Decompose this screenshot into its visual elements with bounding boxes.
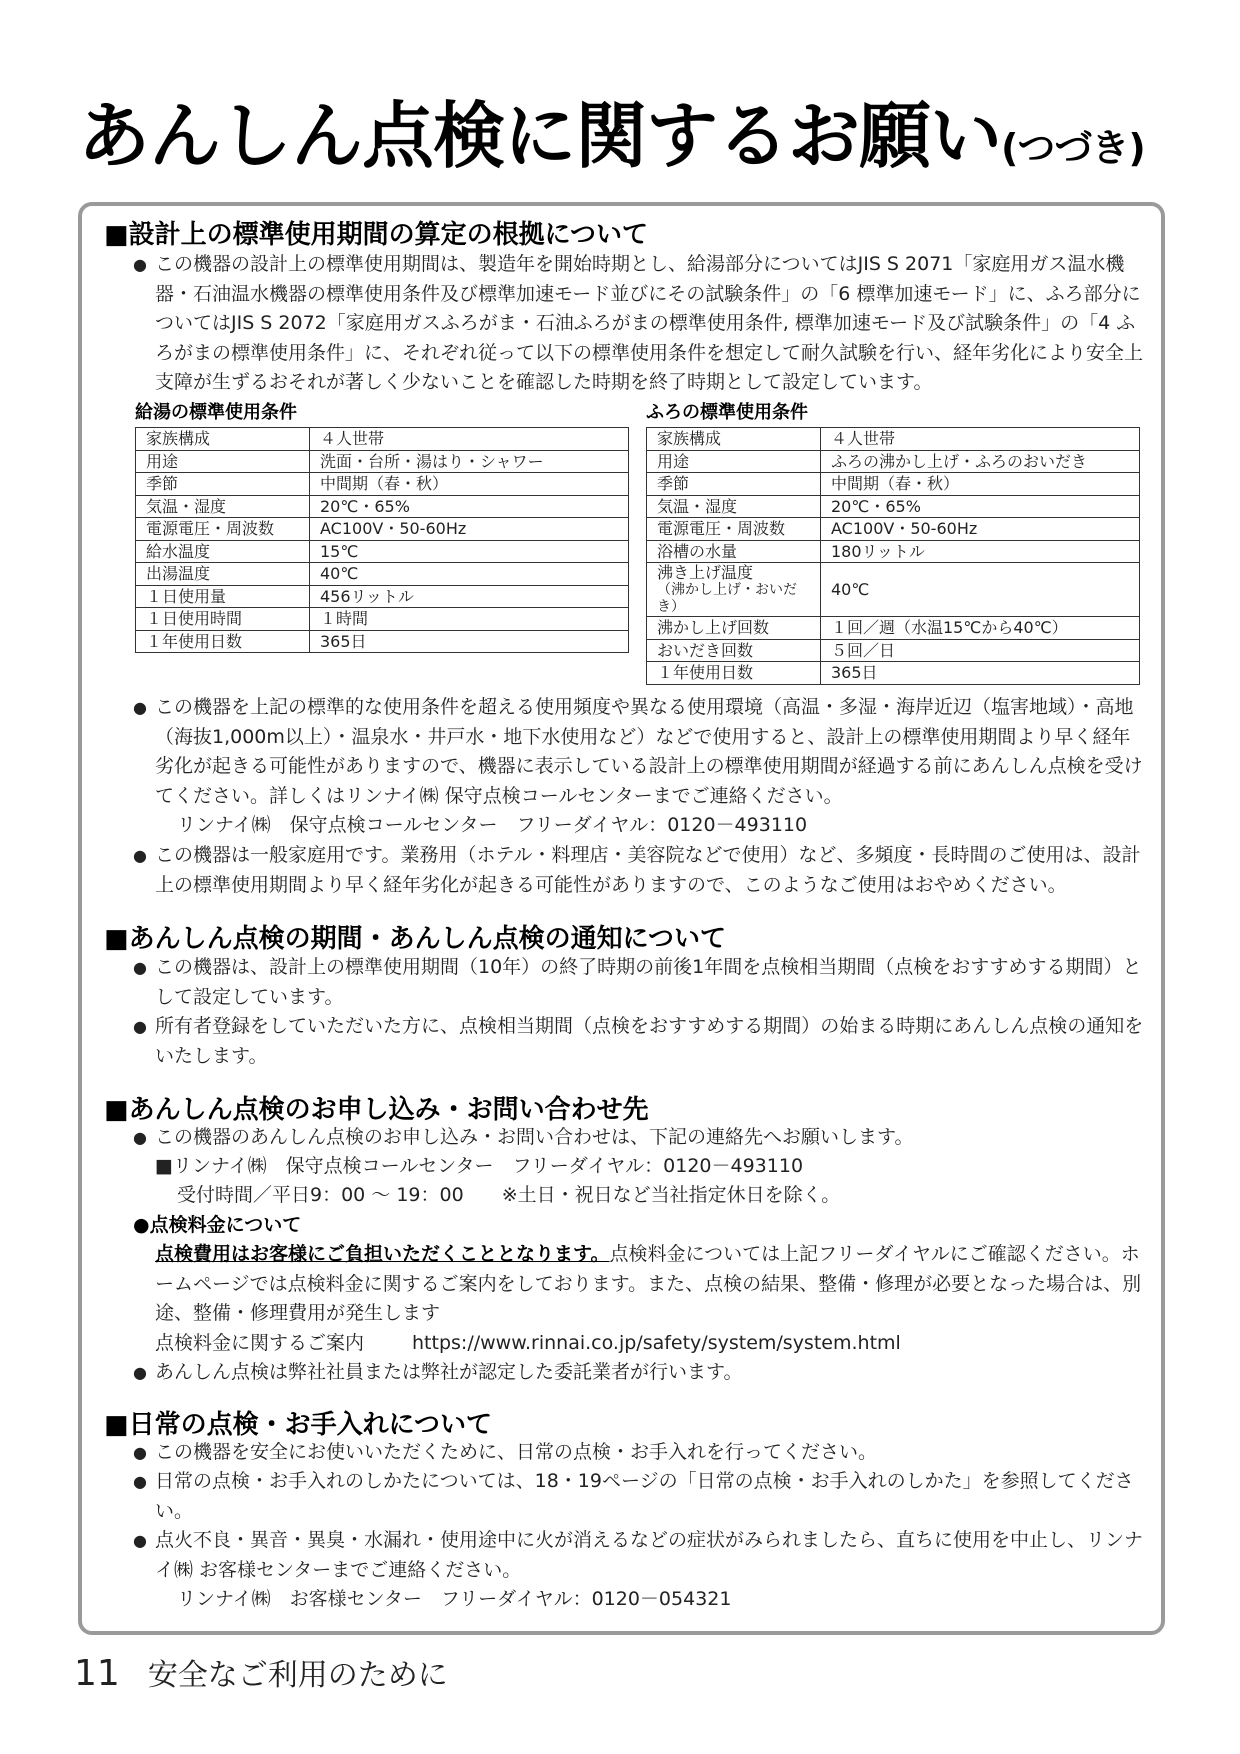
table-cell-value: １回／週（水温15℃から40℃） [821, 617, 1140, 640]
table-cell-value: 中間期（春・秋） [310, 473, 629, 496]
sec3-fee-link-line [155, 1329, 901, 1359]
sec3-bullet-contractor: ● あんしん点検は弊社社員または弊社が認定した委託業者が行います。 [133, 1358, 1145, 1388]
sec3-contact-line: ■リンナイ㈱ 保守点検コールセンター フリーダイヤル：0120－493110 [155, 1155, 804, 1177]
table-cell-value: 180リットル [821, 540, 1140, 563]
table-cell-value: 365日 [310, 630, 629, 653]
sec3-bullet-apply: ● この機器のあんしん点検のお申し込み・お問い合わせは、下記の連絡先へお願いします。 [133, 1123, 1145, 1153]
table-row [647, 473, 1140, 496]
label-text: 沸かし上げ回数 [657, 618, 770, 638]
table-cell-value: ５回／日 [821, 639, 1140, 662]
table-cell-value: １時間 [310, 608, 629, 631]
sec1-bullet-household-use: ● この機器は一般家庭用です。業務用（ホテル・料理店・美容院などで使用）など、多頻度・長時間のご使用は、設計上の標準使用期間より早く経年劣化が起きる可能性がありますので、このようなご使用はおやめください。 [133, 841, 1145, 900]
table-row [647, 450, 1140, 473]
table-row [647, 518, 1140, 541]
fee-link-label: 点検料金に関するご案内 [155, 1332, 365, 1354]
table-cell-label [136, 450, 310, 473]
table-row [136, 473, 629, 496]
label-text: 季節 [146, 474, 179, 494]
table-cell-value: AC100V・50-60Hz [310, 518, 629, 541]
table-row [647, 662, 1140, 685]
table-row [136, 540, 629, 563]
section-heading-standard-period: ■設計上の標準使用期間の算定の根拠について [104, 220, 649, 250]
section-heading-daily-care: ■日常の点検・お手入れについて [104, 1410, 493, 1440]
table-cell-label [647, 428, 821, 451]
label-text: 家族構成 [146, 429, 211, 449]
table-cell-label [647, 563, 821, 617]
table-row [647, 563, 1140, 617]
footer-section-label: 安全なご利用のために [147, 1658, 448, 1693]
sec4-bullet-symptoms: ● 点火不良・異音・異臭・水漏れ・使用途中に火が消えるなどの症状がみられましたら、直ちに使用を中止し、リンナイ㈱ お客様センターまでご連絡ください。 [133, 1526, 1145, 1585]
sec1-contact-line: リンナイ㈱ 保守点検コールセンター フリーダイヤル：0120－493110 [177, 814, 808, 836]
section-heading-contact: ■あんしん点検のお申し込み・お問い合わせ先 [104, 1095, 649, 1125]
table-row [136, 428, 629, 451]
table-row [136, 585, 629, 608]
label-text: １日使用量 [146, 586, 227, 606]
page-number: 11 [74, 1653, 120, 1694]
sec2-bullet-notification: ● 所有者登録をしていただいた方に、点検相当期間（点検をおすすめする期間）の始まる時期にあんしん点検の通知をいたします。 [133, 1012, 1145, 1071]
table-cell-value: 15℃ [310, 540, 629, 563]
table-row [136, 495, 629, 518]
table-cell-label [136, 585, 310, 608]
label-text: １年使用日数 [657, 663, 754, 683]
table-cell-label [136, 428, 310, 451]
table-cell-label [647, 473, 821, 496]
label-text: 気温・湿度 [146, 496, 227, 516]
table-cell-label [136, 540, 310, 563]
table-cell-label [647, 617, 821, 640]
table-caption-bath: ふろの標準使用条件 [646, 402, 808, 423]
table-cell-label [136, 608, 310, 631]
label-text: 出湯温度 [146, 564, 211, 584]
table-cell-label [136, 563, 310, 586]
table-cell-label [647, 540, 821, 563]
table-cell-value: AC100V・50-60Hz [821, 518, 1140, 541]
table-row [647, 639, 1140, 662]
label-text: 家族構成 [657, 429, 722, 449]
section-heading-inspection-period: ■あんしん点検の期間・あんしん点検の通知について [104, 924, 727, 954]
table-cell-value: ４人世帯 [821, 428, 1140, 451]
label-text: 用途 [657, 451, 690, 471]
page-title-suffix: (つづき) [1001, 126, 1145, 170]
label-text: 沸き上げ温度 [657, 563, 754, 582]
label-text: １年使用日数 [146, 631, 243, 651]
sec2-bullet-period: ● この機器は、設計上の標準使用期間（10年）の終了時期の前後1年間を点検相当期間（点検をおすすめする期間）として設定しています。 [133, 953, 1145, 1012]
table-cell-value: 中間期（春・秋） [821, 473, 1140, 496]
label-text: 用途 [146, 451, 179, 471]
table-cell-label [647, 495, 821, 518]
sec3-fee-paragraph [155, 1240, 1143, 1329]
table-cell-label [647, 450, 821, 473]
page-title [78, 78, 1145, 182]
table-row [647, 428, 1140, 451]
bath-conditions-table [646, 427, 1140, 685]
page-title-main: あんしん点検に関するお願い [78, 94, 1002, 178]
label-text: １日使用時間 [146, 609, 243, 629]
table-cell-label [647, 662, 821, 685]
table-row [136, 608, 629, 631]
sec4-contact-line: リンナイ㈱ お客様センター フリーダイヤル：0120－054321 [177, 1588, 732, 1610]
hot-water-conditions-table [135, 427, 629, 653]
table-row [647, 540, 1140, 563]
fee-notice-bold: 点検費用はお客様にご負担いただくこととなります。 [155, 1243, 610, 1265]
label-text: おいだき回数 [657, 640, 754, 660]
sec4-bullet-reference: ● 日常の点検・お手入れのしかたについては、18・19ページの「日常の点検・お手入れのしかた」を参照してください。 [133, 1467, 1145, 1526]
table-cell-label [136, 473, 310, 496]
fee-url-link[interactable]: https://www.rinnai.co.jp/safety/system/system.html [412, 1332, 901, 1354]
table-cell-value: 40℃ [821, 563, 1140, 617]
table-cell-label [647, 639, 821, 662]
table-row [136, 518, 629, 541]
sec4-bullet-daily: ● この機器を安全にお使いいただくために、日常の点検・お手入れを行ってください。 [133, 1438, 1145, 1468]
label-text: 給水温度 [146, 541, 211, 561]
table-row [136, 563, 629, 586]
table-cell-value: ふろの沸かし上げ・ふろのおいだき [821, 450, 1140, 473]
page-footer [74, 1650, 448, 1694]
table-cell-label [136, 630, 310, 653]
table-cell-value: 456リットル [310, 585, 629, 608]
label-text: 電源電圧・周波数 [146, 519, 275, 539]
table-row [647, 617, 1140, 640]
table-cell-value: 洗面・台所・湯はり・シャワー [310, 450, 629, 473]
sec3-hours-line: 受付時間／平日9：00 ～ 19：00 ※土日・祝日など当社指定休日を除く。 [177, 1184, 841, 1206]
label-text: 季節 [657, 474, 690, 494]
table-cell-label [136, 495, 310, 518]
table-cell-value: 20℃・65% [310, 495, 629, 518]
table-cell-value: 40℃ [310, 563, 629, 586]
label-text: 浴槽の水量 [657, 541, 738, 561]
sec1-bullet-usage-environment: ● この機器を上記の標準的な使用条件を超える使用頻度や異なる使用環境（高温・多湿・海岸近辺（塩害地域）・高地（海抜1,000m以上）・温泉水・井戸水・地下水使用など）などで使用すると、設計上の標準使用期間より早く経年劣化が起きる可能性がありますので、機器に表示している設計上の標準使用期間が経過する前にあんしん点検を受けてください。詳しくはリンナイ㈱ 保守点検コールセンターまでご連絡ください。 [133, 693, 1145, 811]
sec3-fee-heading: ●点検料金について [133, 1214, 302, 1236]
label-subtext: （沸かし上げ・おいだき） [657, 582, 797, 615]
table-cell-value: ４人世帯 [310, 428, 629, 451]
table-row [136, 450, 629, 473]
label-text: 電源電圧・周波数 [657, 519, 786, 539]
table-row [647, 495, 1140, 518]
table-row [136, 630, 629, 653]
table-cell-value: 365日 [821, 662, 1140, 685]
fee-notice-text: 点検料金については上記フリーダイヤルにご確認ください。ホームページでは点検料金に関するご案内をしております。また、点検の結果、整備・修理が必要となった場合は、別途、整備・修理費用が発生します [155, 1243, 1142, 1324]
table-caption-hot-water: 給湯の標準使用条件 [135, 402, 297, 423]
table-cell-label [136, 518, 310, 541]
label-text: 気温・湿度 [657, 496, 738, 516]
table-cell-label [647, 518, 821, 541]
table-cell-value: 20℃・65% [821, 495, 1140, 518]
sec1-bullet-intro: ● この機器の設計上の標準使用期間は、製造年を開始時期とし、給湯部分についてはJIS S 2071「家庭用ガス温水機器・石油温水機器の標準使用条件及び標準加速モード並びにその試験条件」の「6 標準加速モード」に、ふろ部分についてはJIS S 2072「家庭用ガスふろがま・石油ふろがまの標準使用条件, 標準加速モード及び試験条件」の「4 ふろがまの標準使用条件」に、それぞれ従って以下の標準使用条件を想定して耐久試験を行い、経年劣化により安全上支障が生ずるおそれが著しく少ないことを確認した時期を終了時期として設定しています。 [133, 250, 1145, 398]
